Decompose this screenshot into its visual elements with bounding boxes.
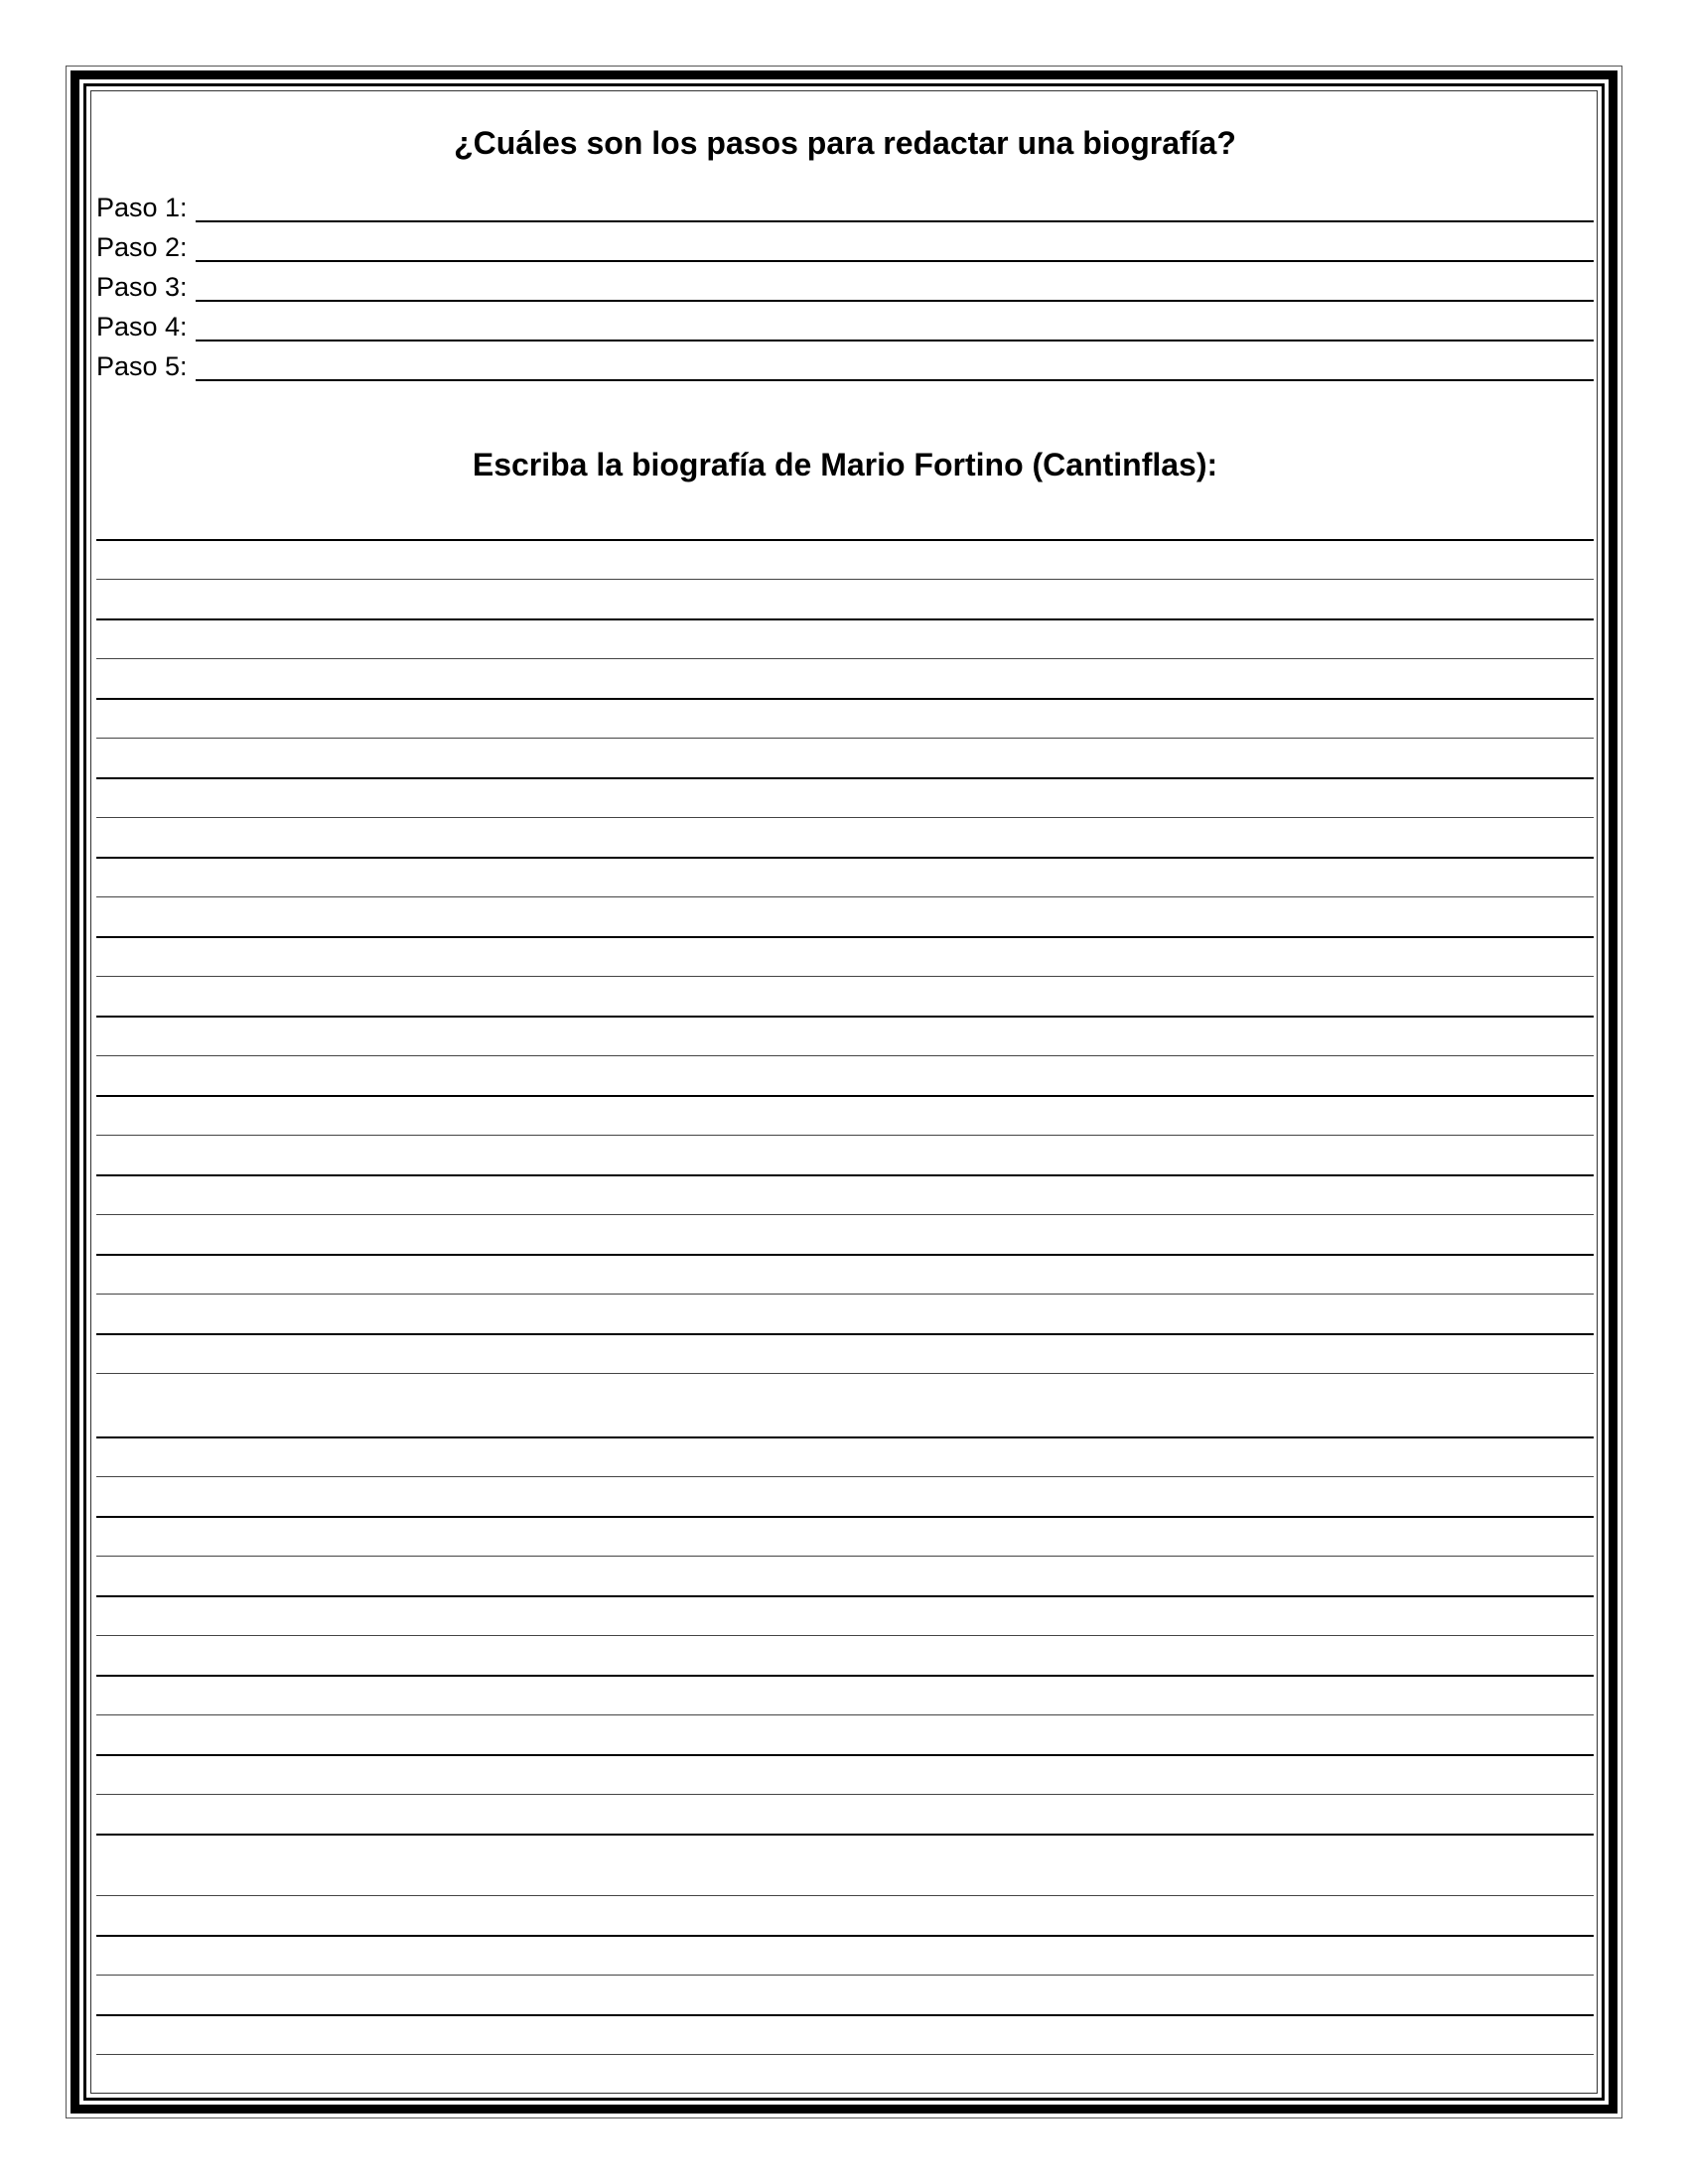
writing-line xyxy=(96,1095,1594,1097)
writing-line xyxy=(96,1135,1594,1136)
writing-line xyxy=(96,777,1594,779)
writing-line xyxy=(96,1675,1594,1677)
step-label: Paso 2: xyxy=(96,232,188,262)
step-answer-line[interactable] xyxy=(196,272,1594,302)
writing-line xyxy=(96,698,1594,700)
step-row-2 xyxy=(96,222,1594,262)
writing-line xyxy=(96,579,1594,580)
writing-line xyxy=(96,1556,1594,1557)
writing-line xyxy=(96,1174,1594,1176)
writing-line xyxy=(96,1635,1594,1636)
writing-line xyxy=(96,1294,1594,1295)
step-label: Paso 3: xyxy=(96,272,188,302)
writing-line xyxy=(96,1333,1594,1335)
writing-line xyxy=(96,658,1594,659)
writing-line xyxy=(96,1476,1594,1477)
step-answer-line[interactable] xyxy=(196,351,1594,381)
writing-line xyxy=(96,896,1594,897)
step-label: Paso 5: xyxy=(96,351,188,381)
writing-line xyxy=(96,1436,1594,1438)
writing-line xyxy=(96,857,1594,859)
step-answer-line[interactable] xyxy=(196,232,1594,262)
writing-line xyxy=(96,1714,1594,1715)
writing-line xyxy=(96,1975,1594,1976)
writing-line xyxy=(96,1935,1594,1937)
step-answer-line[interactable] xyxy=(196,193,1594,222)
writing-line xyxy=(96,1016,1594,1018)
writing-line xyxy=(96,1895,1594,1896)
writing-line xyxy=(96,618,1594,620)
writing-line xyxy=(96,1055,1594,1056)
writing-line xyxy=(96,1254,1594,1256)
writing-line xyxy=(96,738,1594,739)
writing-line xyxy=(96,976,1594,977)
step-label: Paso 4: xyxy=(96,312,188,341)
writing-line xyxy=(96,1595,1594,1597)
step-row-3 xyxy=(96,262,1594,302)
writing-line xyxy=(96,2054,1594,2055)
writing-line xyxy=(96,1516,1594,1518)
biography-title: Escriba la biografía de Mario Fortino (Cantinflas): xyxy=(472,447,1218,482)
writing-line xyxy=(96,936,1594,938)
step-row-4 xyxy=(96,302,1594,341)
writing-line xyxy=(96,1754,1594,1756)
step-label: Paso 1: xyxy=(96,193,188,222)
step-answer-line[interactable] xyxy=(196,312,1594,341)
writing-line xyxy=(96,1794,1594,1795)
writing-line xyxy=(96,2014,1594,2016)
writing-line xyxy=(96,1373,1594,1374)
writing-line xyxy=(96,539,1594,541)
writing-line xyxy=(96,1214,1594,1215)
step-row-5 xyxy=(96,341,1594,381)
writing-line xyxy=(96,1834,1594,1836)
writing-line xyxy=(96,817,1594,818)
step-row-1 xyxy=(96,183,1594,222)
question-title: ¿Cuáles son los pasos para redactar una biografía? xyxy=(454,125,1236,161)
